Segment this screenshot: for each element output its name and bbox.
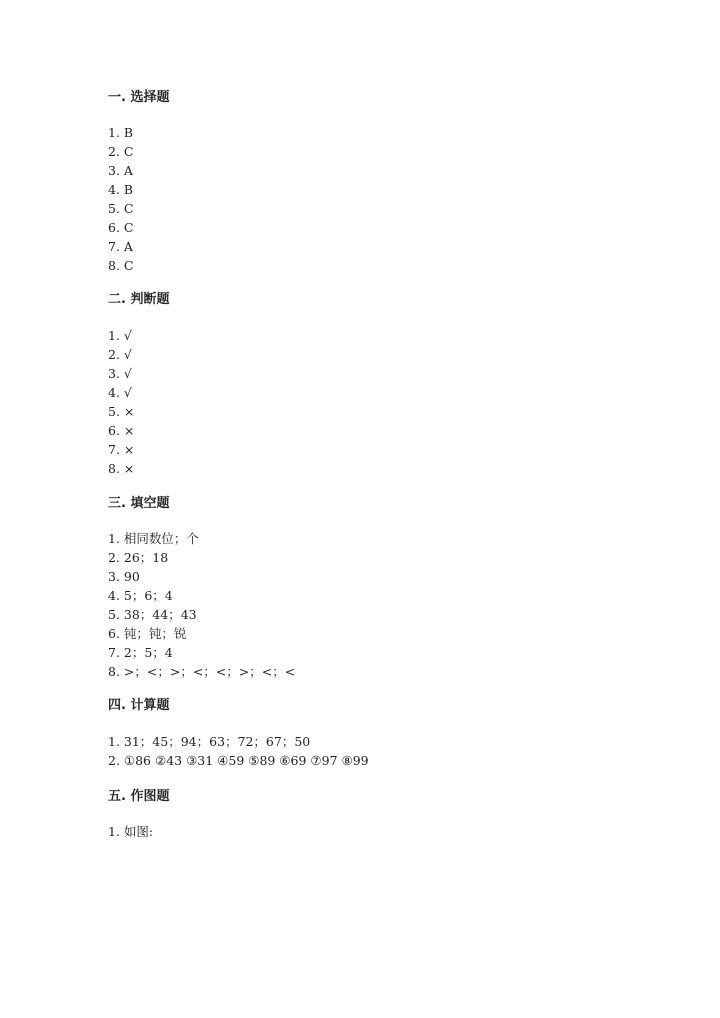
list-item: 8. C	[108, 258, 134, 273]
section-title-judgment: 二. 判断题	[108, 292, 170, 307]
list-item: 7. A	[108, 239, 133, 254]
list-item: 2. ①86 ②43 ③31 ④59 ⑤89 ⑥69 ⑦97 ⑧99	[108, 753, 369, 768]
drawing-answers	[108, 822, 153, 841]
list-item: 7. ×	[108, 442, 135, 457]
list-item: 1. √	[108, 328, 132, 343]
section-title-choice: 一. 选择题	[108, 90, 170, 105]
list-item: 6. 钝；钝；锐	[108, 626, 187, 641]
list-item: 1. 31；45；94；63；72；67；50	[108, 734, 311, 749]
calculation-answers	[108, 732, 369, 770]
list-item: 4. B	[108, 182, 134, 197]
list-item: 2. C	[108, 144, 134, 159]
section-title-fill-blank: 三. 填空题	[108, 496, 170, 511]
list-item: 6. ×	[108, 423, 135, 438]
list-item: 1. 相同数位；个	[108, 531, 199, 546]
section-title-drawing: 五. 作图题	[108, 789, 170, 804]
list-item: 8. >；<；>；<；<；>；<；<	[108, 664, 296, 679]
section-title-calculation: 四. 计算题	[108, 698, 170, 713]
list-item: 1. 如图:	[108, 824, 154, 839]
list-item: 6. C	[108, 220, 134, 235]
list-item: 3. √	[108, 366, 132, 381]
list-item: 4. 5；6；4	[108, 588, 173, 603]
list-item: 3. 90	[108, 569, 140, 584]
choice-answers	[108, 123, 133, 275]
list-item: 5. ×	[108, 404, 135, 419]
fill-blank-answers	[108, 529, 295, 681]
list-item: 3. A	[108, 163, 133, 178]
list-item: 1. B	[108, 125, 134, 140]
list-item: 5. 38；44；43	[108, 607, 197, 622]
list-item: 5. C	[108, 201, 134, 216]
list-item: 2. 26；18	[108, 550, 169, 565]
list-item: 4. √	[108, 385, 132, 400]
list-item: 8. ×	[108, 461, 135, 476]
list-item: 7. 2；5；4	[108, 645, 173, 660]
list-item: 2. √	[108, 347, 132, 362]
judgment-answers	[108, 326, 134, 478]
